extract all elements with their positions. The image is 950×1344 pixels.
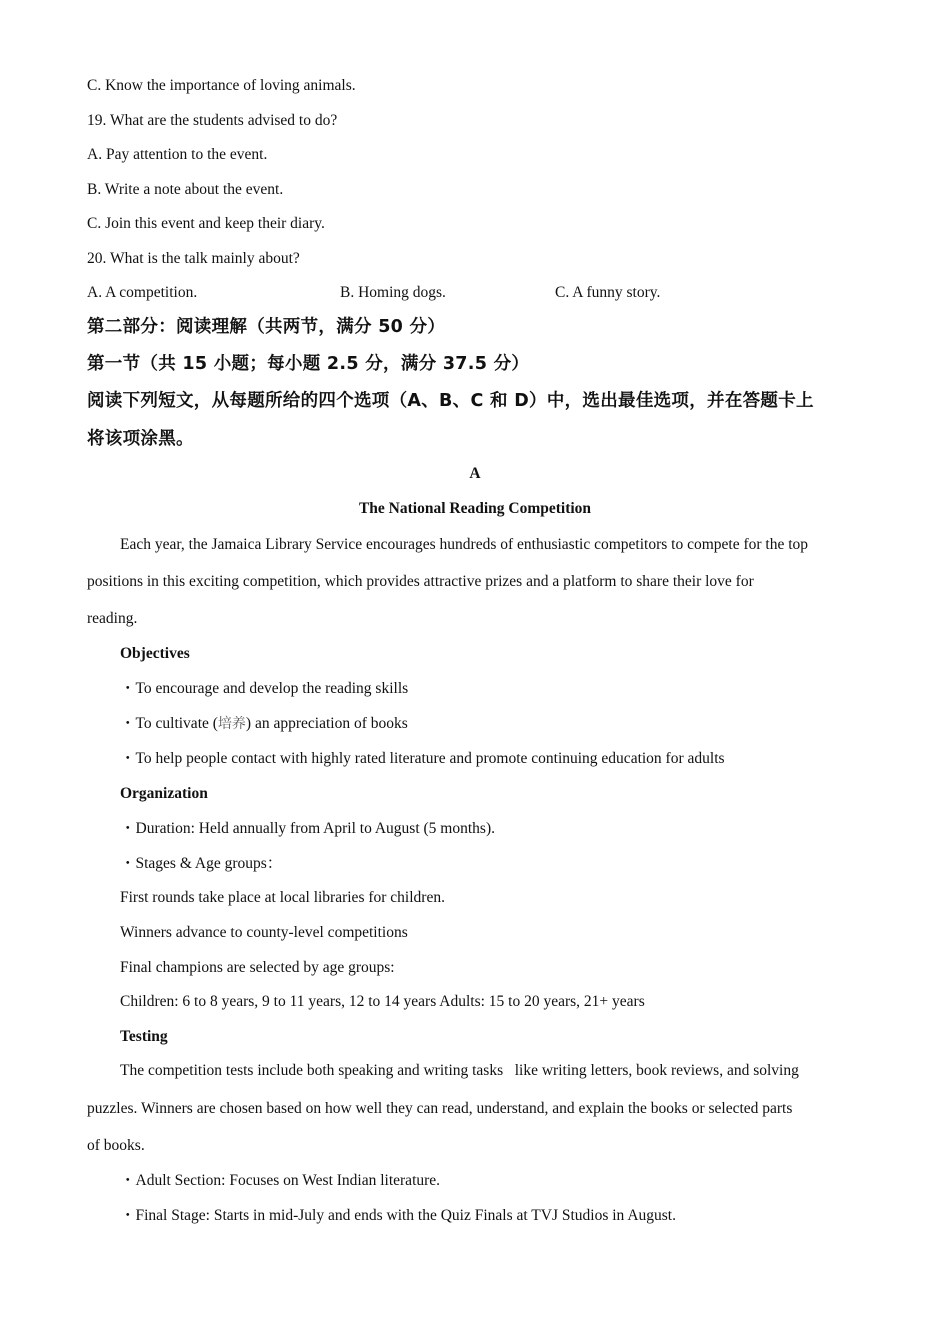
- q20-option-a: A. A competition.: [87, 284, 198, 301]
- testing-line-1: The competition tests include both speaking and writing tasks like writing letters, book reviews, and solving: [120, 1062, 799, 1079]
- q18-option-c: C. Know the importance of loving animals.: [87, 77, 356, 94]
- organization-duration: ・Duration: Held annually from April to August (5 months).: [120, 820, 495, 837]
- q19-question: 19. What are the students advised to do?: [87, 112, 338, 129]
- instructions-line-1: 阅读下列短文，从每题所给的四个选项（A、B、C 和 D）中，选出最佳选项，并在答题卡上: [87, 391, 814, 411]
- q20-option-c: C. A funny story.: [555, 284, 661, 301]
- q20-option-b: B. Homing dogs.: [340, 284, 446, 301]
- q19-option-c: C. Join this event and keep their diary.: [87, 215, 325, 232]
- passage-title: The National Reading Competition: [358, 500, 592, 517]
- testing-line-2: puzzles. Winners are chosen based on how well they can read, understand, and explain the books or selected parts: [87, 1100, 793, 1117]
- passage-letter: A: [469, 465, 481, 482]
- testing-adult-section: ・Adult Section: Focuses on West Indian literature.: [120, 1172, 441, 1189]
- objectives-heading: Objectives: [120, 645, 190, 662]
- objective-item-2-post: ) an appreciation of books: [245, 715, 408, 732]
- objective-item-2: [120, 714, 408, 734]
- q19-option-b: B. Write a note about the event.: [87, 181, 284, 198]
- q19-option-a: A. Pay attention to the event.: [87, 146, 268, 163]
- intro-line-2: positions in this exciting competition, which provides attractive prizes and a platform to share their love for: [87, 573, 754, 590]
- organization-heading: Organization: [120, 785, 208, 802]
- organization-line-1: First rounds take place at local libraries for children.: [120, 889, 445, 906]
- testing-line-3: of books.: [87, 1137, 145, 1154]
- organization-line-2: Winners advance to county-level competitions: [120, 924, 408, 941]
- objective-item-3: ・To help people contact with highly rated literature and promote continuing education for adults: [120, 750, 725, 767]
- q20-question: 20. What is the talk mainly about?: [87, 250, 300, 267]
- intro-line-1: Each year, the Jamaica Library Service encourages hundreds of enthusiastic competitors to compete for the top: [120, 536, 809, 553]
- objective-item-2-pre: ・To cultivate (: [120, 715, 218, 732]
- organization-line-4: Children: 6 to 8 years, 9 to 11 years, 12 to 14 years Adults: 15 to 20 years, 21+ years: [120, 993, 645, 1010]
- testing-final-stage: ・Final Stage: Starts in mid-July and ends with the Quiz Finals at TVJ Studios in August.: [120, 1207, 676, 1224]
- part2-heading: 第二部分：阅读理解（共两节，满分 50 分）: [87, 317, 446, 337]
- chinese-gloss: 培养: [217, 716, 246, 732]
- intro-line-3: reading.: [87, 610, 138, 627]
- testing-heading: Testing: [120, 1028, 168, 1045]
- instructions-line-2: 将该项涂黑。: [87, 429, 194, 449]
- organization-stages: ・Stages & Age groups：: [120, 855, 283, 872]
- section1-heading: 第一节（共 15 小题；每小题 2.5 分，满分 37.5 分）: [87, 354, 530, 374]
- organization-line-3: Final champions are selected by age groups:: [120, 959, 395, 976]
- objective-item-1: ・To encourage and develop the reading skills: [120, 680, 409, 697]
